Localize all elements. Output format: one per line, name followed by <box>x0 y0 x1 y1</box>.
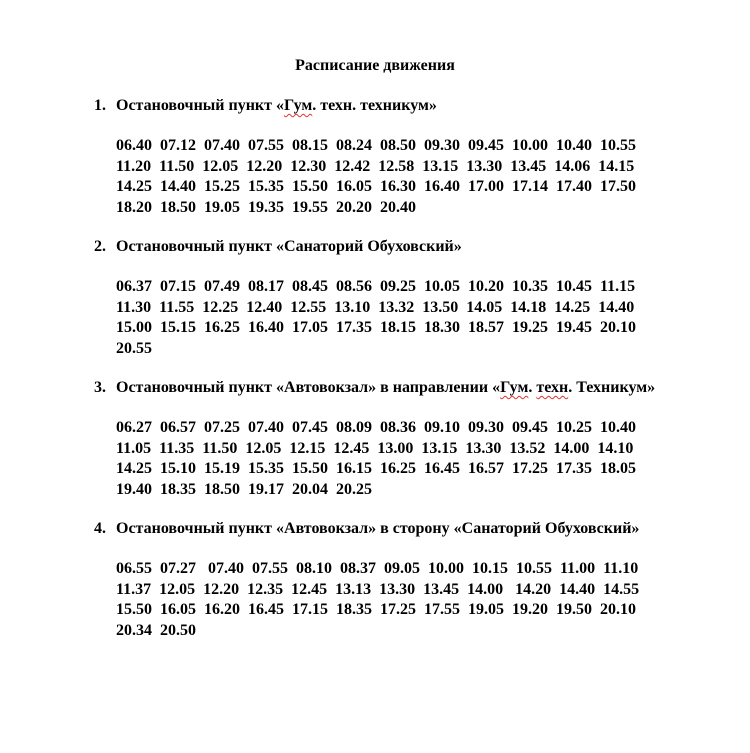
departure-times <box>94 418 734 500</box>
schedule-section-2 <box>94 237 734 359</box>
departure-times <box>94 136 734 218</box>
section-number: 2. <box>94 238 106 255</box>
times-row: 18.20 18.50 19.05 19.35 19.55 20.20 20.40 <box>116 198 416 216</box>
schedule-section-1 <box>94 96 734 218</box>
section-heading: 2. Остановочный пункт «Санаторий Обуховский» <box>94 238 462 255</box>
times-row: 06.27 06.57 07.25 07.40 07.45 08.09 08.36 09.10 09.30 09.45 10.25 10.40 <box>116 419 636 436</box>
section-number: 3. <box>94 379 106 396</box>
times-row: 20.34 20.50 <box>116 621 196 639</box>
schedule-section-4 <box>94 519 734 641</box>
times-row: 06.55 07.27 07.40 07.55 08.10 08.37 09.05 10.00 10.15 10.55 11.00 11.10 <box>116 560 639 577</box>
spellcheck-word: Гум <box>500 379 529 396</box>
times-row: 11.20 11.50 12.05 12.20 12.30 12.42 12.58 13.15 13.30 13.45 14.06 14.15 <box>116 157 635 175</box>
page-title: Расписание движения <box>295 57 455 74</box>
section-heading: 4. Остановочный пункт «Автовокзал» в сторону «Санаторий Обуховский» <box>94 520 640 537</box>
times-row: 19.40 18.35 18.50 19.17 20.04 20.25 <box>116 480 372 498</box>
section-number: 1. <box>94 97 106 114</box>
times-row: 15.00 15.15 16.25 16.40 17.05 17.35 18.15 18.30 18.57 19.25 19.45 20.10 <box>116 319 636 336</box>
section-heading: 3. Остановочный пункт «Автовокзал» в направлении «Гум. техн. Техникум» <box>94 379 656 396</box>
times-row: 06.37 07.15 07.49 08.17 08.45 08.56 09.25 10.05 10.20 10.35 10.45 11.15 <box>116 278 636 295</box>
departure-times <box>94 559 734 641</box>
schedule-section-3 <box>94 378 734 500</box>
times-row: 06.40 07.12 07.40 07.55 08.15 08.24 08.50 09.30 09.45 10.00 10.40 10.55 <box>116 137 636 154</box>
section-heading: 1. Остановочный пункт «Гум. техн. техникум» <box>94 97 437 114</box>
spellcheck-word: техн <box>536 379 569 396</box>
departure-times <box>94 277 734 359</box>
section-number: 4. <box>94 520 106 537</box>
times-row: 11.37 12.05 12.20 12.35 12.45 13.13 13.30 13.45 14.00 14.20 14.40 14.55 <box>116 580 640 598</box>
times-row: 14.25 14.40 15.25 15.35 15.50 16.05 16.30 16.40 17.00 17.14 17.40 17.50 <box>116 178 636 195</box>
times-row: 11.05 11.35 11.50 12.05 12.15 12.45 13.00 13.15 13.30 13.52 14.00 14.10 <box>116 439 634 457</box>
times-row: 14.25 15.10 15.19 15.35 15.50 16.15 16.25 16.45 16.57 17.25 17.35 18.05 <box>116 460 636 477</box>
times-row: 11.30 11.55 12.25 12.40 12.55 13.10 13.32 13.50 14.05 14.18 14.25 14.40 <box>116 298 635 316</box>
spellcheck-word: Гум <box>284 97 313 114</box>
times-row: 20.55 <box>116 339 152 357</box>
times-row: 15.50 16.05 16.20 16.45 17.15 18.35 17.25 17.55 19.05 19.20 19.50 20.10 <box>116 601 636 618</box>
